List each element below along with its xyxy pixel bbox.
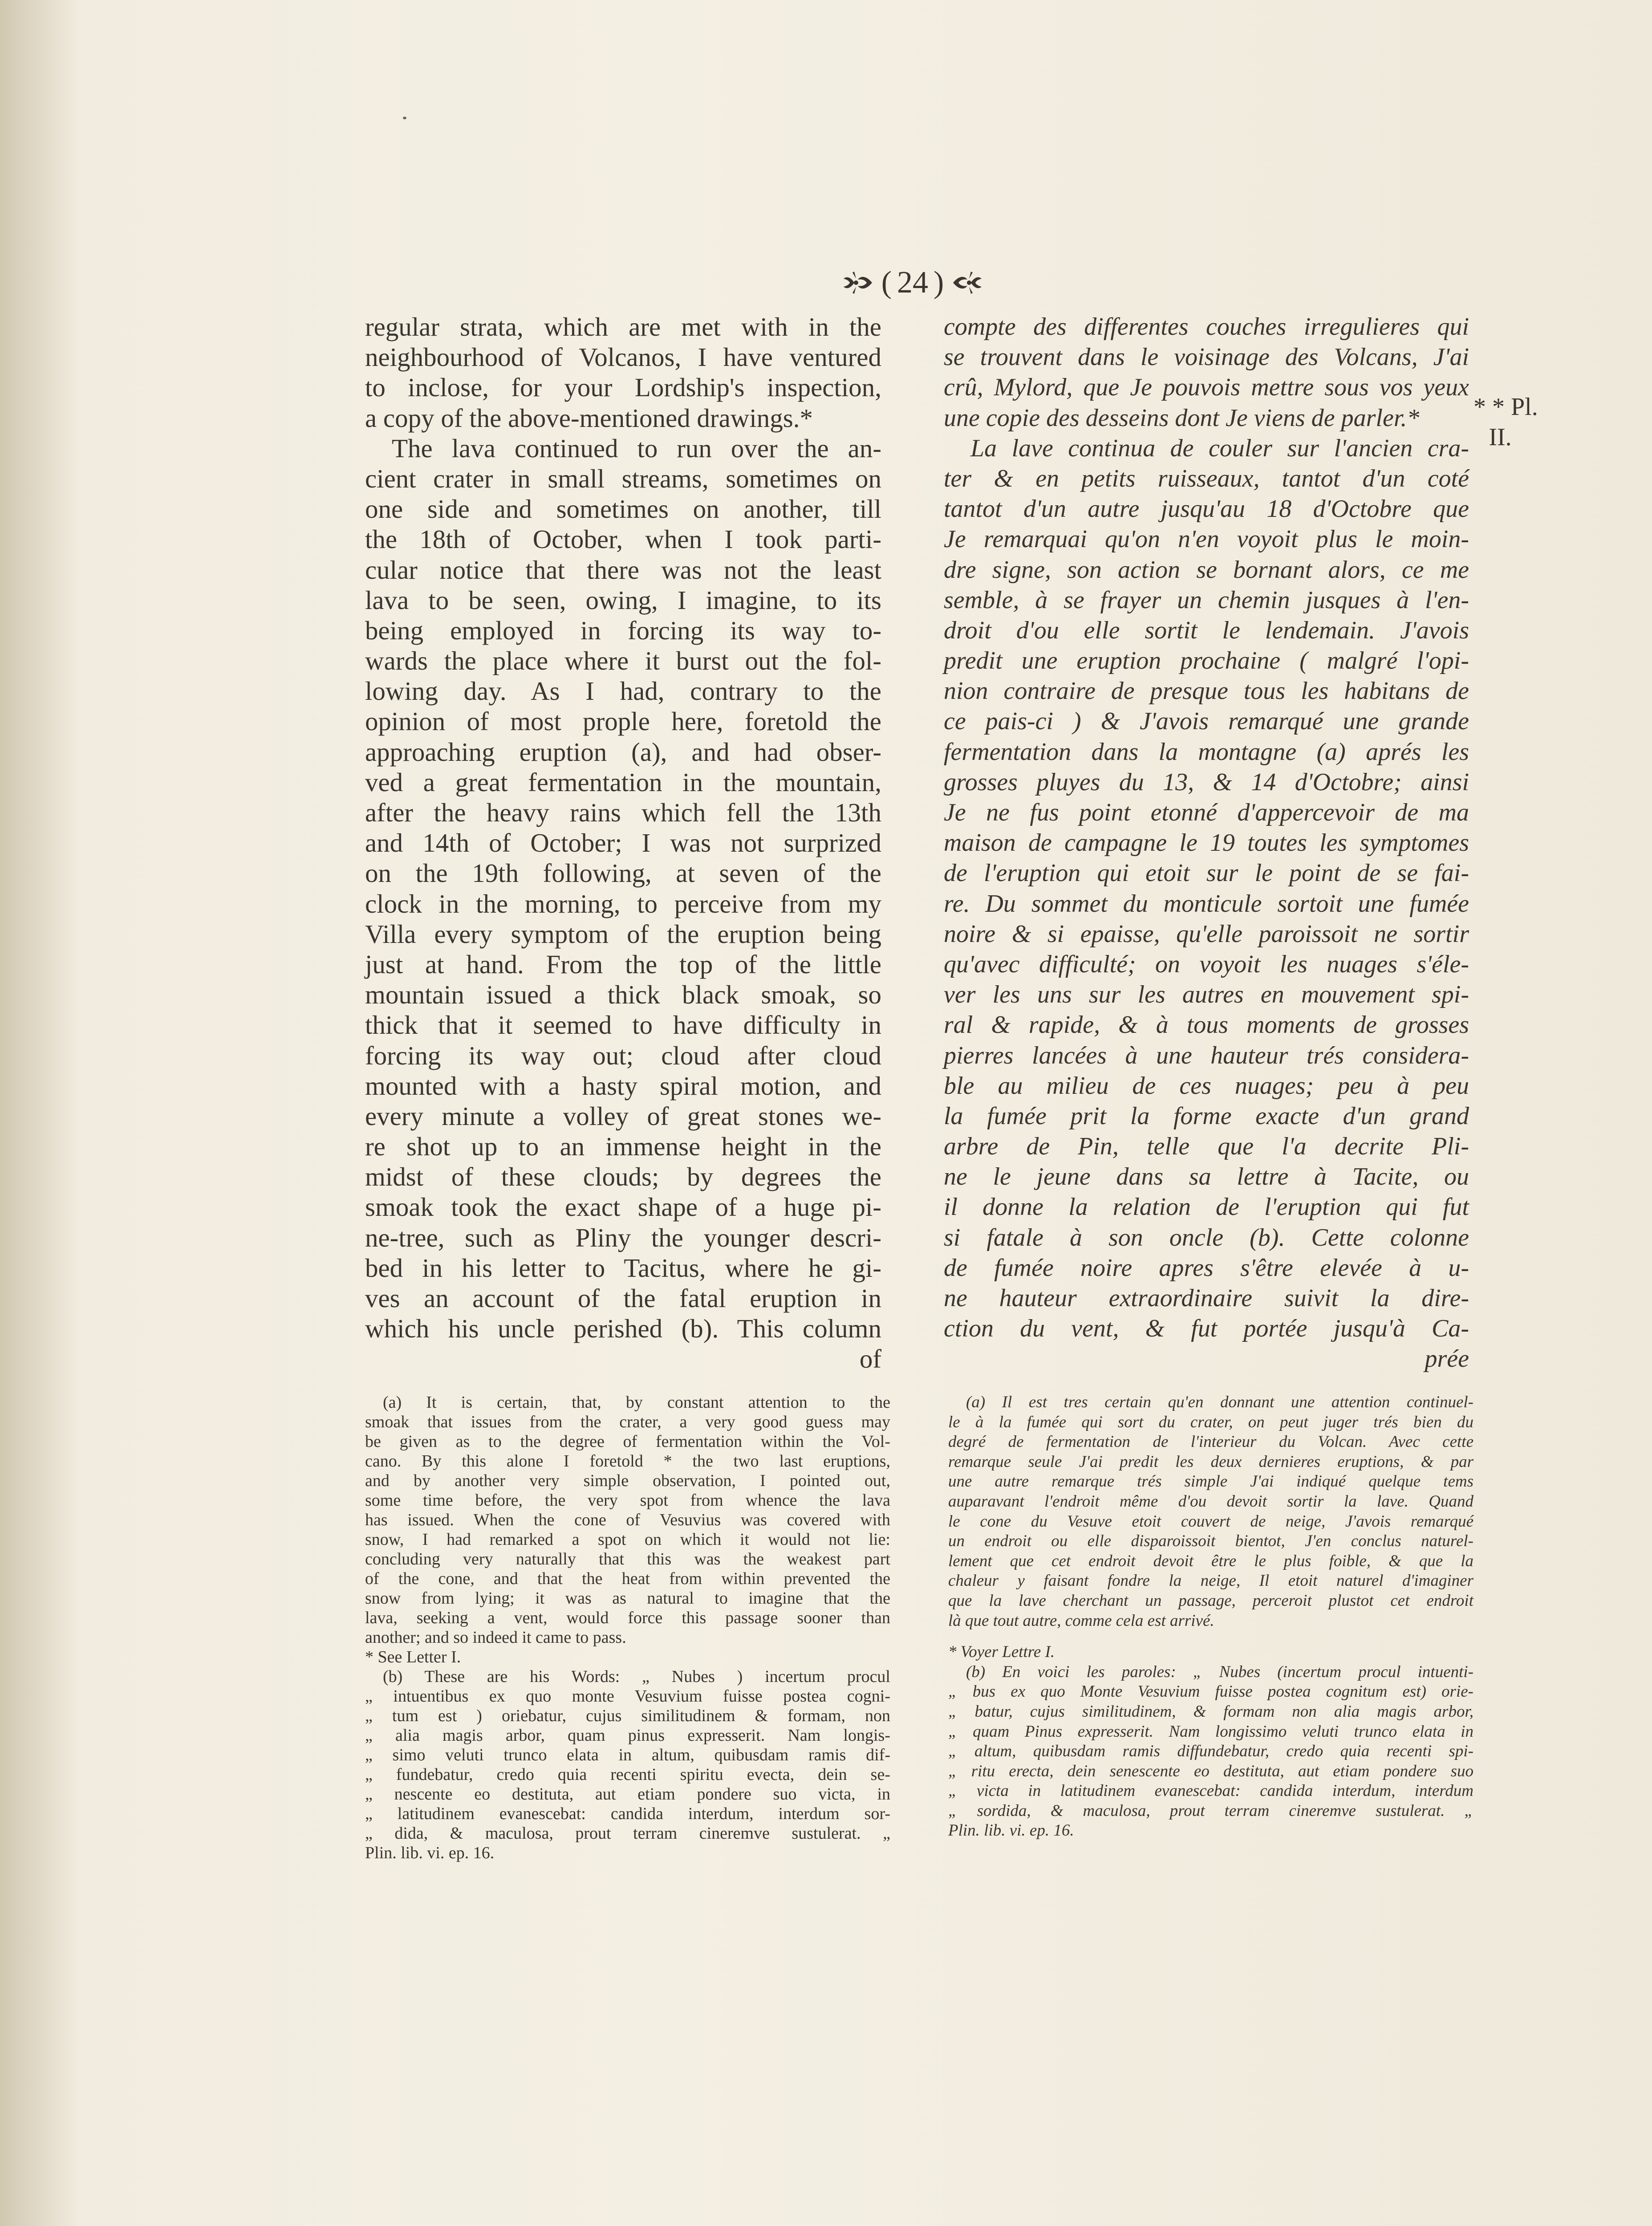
ink-speck: [403, 117, 406, 119]
french-line: predit une eruption prochaine ( malgré l'opi-: [944, 647, 1469, 675]
french-footnote-a-line: un endroit ou elle disparoissoit bientot, J'en conclus naturel-: [948, 1532, 1473, 1551]
french-footnote-b-line: „ batur, cujus similitudinem, & formam non alia magis arbor,: [948, 1702, 1473, 1721]
english-line: thick that it seemed to have difficulty in: [365, 1010, 881, 1040]
english-footnotes: [365, 1393, 890, 1863]
english-footnote-a-line: cano. By this alone I foretold * the two last eruptions,: [365, 1452, 890, 1470]
english-line: mountain issued a thick black smoak, so: [365, 980, 881, 1010]
french-line: pierres lancées à une hauteur trés considera-: [944, 1041, 1469, 1069]
french-footnote-a-line: une autre remarque trés simple J'ai indiqué quelque tems: [948, 1472, 1473, 1491]
french-footnote-b-line: „ sordida, & maculosa, prout terram cineremve sustulerat. „: [948, 1801, 1473, 1820]
english-line: one side and sometimes on another, till: [365, 494, 881, 524]
english-line: being employed in forcing its way to-: [365, 615, 881, 645]
english-footnote-a-line: lava, seeking a vent, would force this passage sooner than: [365, 1609, 890, 1627]
english-footnote-a-line: of the cone, and that the heat from within prevented the: [365, 1569, 890, 1588]
english-line: lowing day. As I had, contrary to the: [365, 676, 881, 706]
english-line: which his uncle perished (b). This column: [365, 1314, 881, 1344]
english-footnote-b-line: „ fundebatur, credo quia recenti spiritu evecta, dein se-: [365, 1765, 890, 1784]
french-footnote-b-line: (b) En voici les paroles: „ Nubes (incertum procul intuenti-: [966, 1662, 1473, 1681]
french-footnote-b-line: „ ritu erecta, dein senescente eo destituta, aut etiam pondere suo: [948, 1762, 1473, 1780]
french-footnote-a-line: que la lave cherchant un passage, perceroit plustot cet endroit: [948, 1591, 1473, 1610]
french-line: Je ne fus point etonné d'appercevoir de ma: [944, 799, 1469, 826]
english-footnote-a-line: and by another very simple observation, I pointed out,: [365, 1471, 890, 1490]
french-line: qu'avec difficulté; on voyoit les nuages s'éle-: [944, 950, 1469, 978]
plate-reference-line: * * Pl.: [1473, 393, 1538, 421]
french-line: de fumée noire apres s'être elevée à u-: [944, 1254, 1469, 1282]
english-footnote-a-line: snow, I had remarked a spot on which it would not lie:: [365, 1530, 890, 1549]
left-fleuron-icon: [841, 267, 877, 298]
english-line: smoak took the exact shape of a huge pi-: [365, 1192, 881, 1222]
french-line: ce pais-ci ) & J'avois remarqué une grande: [944, 707, 1469, 735]
french-line: maison de campagne le 19 toutes les symptomes: [944, 829, 1469, 857]
french-line: La lave continua de couler sur l'ancien cra-: [970, 434, 1469, 462]
french-line: Je remarquai qu'on n'en voyoit plus le moin-: [944, 525, 1469, 553]
french-line: dre signe, son action se bornant alors, ce me: [944, 556, 1469, 584]
english-footnote-a-line: concluding very naturally that this was the weakest part: [365, 1550, 890, 1568]
french-footnote-a-line: lement que cet endroit devoit être le plus foible, & que la: [948, 1552, 1473, 1570]
english-line: ne-tree, such as Pliny the younger descri-: [365, 1223, 881, 1252]
english-line: cient crater in small streams, sometimes on: [365, 463, 881, 493]
french-line: grosses pluyes du 13, & 14 d'Octobre; ainsi: [944, 768, 1469, 796]
french-footnote-b-line: „ victa in latitudinem evanescebat: candida interdum, interdum: [948, 1782, 1473, 1800]
english-line: on the 19th following, at seven of the: [365, 858, 881, 888]
french-line: re. Du sommet du monticule sortoit une fumée: [944, 890, 1469, 918]
french-line: crû, Mylord, que Je pouvois mettre sous vos yeux: [944, 374, 1469, 402]
french-footnote-a-line: auparavant l'endroit même d'ou devoit sortir la lave. Quand: [948, 1492, 1473, 1511]
french-footnote-b-line: „ altum, quibusdam ramis diffundebatur, credo quia recenti spi-: [948, 1742, 1473, 1761]
english-footnote-a-line: smoak that issues from the crater, a very good guess may: [365, 1413, 890, 1431]
french-line: si fatale à son oncle (b). Cette colonne: [944, 1223, 1469, 1251]
french-line: ne le jeune dans sa lettre à Tacite, ou: [944, 1163, 1469, 1191]
english-line: wards the place where it burst out the fol-: [365, 646, 881, 676]
english-line: after the heavy rains which fell the 13th: [365, 798, 881, 827]
page-number: 24: [897, 265, 928, 300]
english-text-column: [365, 312, 881, 1374]
english-footnote-b-line: (b) These are his Words: „ Nubes ) incertum procul: [383, 1667, 890, 1686]
english-see-letter: * See Letter I.: [365, 1648, 461, 1666]
english-line: the 18th of October, when I took parti-: [365, 524, 881, 554]
english-catchword: of: [859, 1344, 881, 1374]
french-footnote-a-line: remarque seule J'ai predit les deux dernieres eruptions, & par: [948, 1452, 1473, 1471]
english-line: The lava continued to run over the an-: [392, 433, 881, 463]
english-line: mounted with a hasty spiral motion, and: [365, 1071, 881, 1101]
french-line: ction du vent, & fut portée jusqu'à Ca-: [944, 1315, 1469, 1343]
page-header: ( 24 ): [832, 265, 993, 305]
french-footnote-b-citation: Plin. lib. vi. ep. 16.: [948, 1821, 1074, 1840]
french-line: de l'eruption qui etoit sur le point de se fai-: [944, 859, 1469, 887]
english-footnote-a-line: another; and so indeed it came to pass.: [365, 1628, 626, 1647]
french-line: nion contraire de presque tous les habitans de: [944, 677, 1469, 705]
french-line: ter & en petits ruisseaux, tantot d'un coté: [944, 464, 1469, 492]
english-line: forcing its way out; cloud after cloud: [365, 1040, 881, 1070]
english-footnote-a-line: be given as to the degree of fermentation within the Vol-: [365, 1432, 890, 1451]
french-line: ne hauteur extraordinaire suivit la dire-: [944, 1284, 1469, 1312]
english-footnote-b-line: „ intuentibus ex quo monte Vesuvium fuisse postea cogni-: [365, 1687, 890, 1706]
english-footnote-b-line: „ dida, & maculosa, prout terram cineremve sustulerat. „: [365, 1824, 890, 1843]
french-line: arbre de Pin, telle que l'a decrite Pli-: [944, 1133, 1469, 1161]
french-line: une copie des desseins dont Je viens de parler.*: [944, 404, 1420, 432]
english-line: every minute a volley of great stones we-: [365, 1101, 881, 1131]
english-line: clock in the morning, to perceive from my: [365, 889, 881, 918]
french-line: compte des differentes couches irregulieres qui: [944, 313, 1469, 341]
plate-reference-note: [1473, 392, 1538, 452]
english-line: ved a great fermentation in the mountain,: [365, 767, 881, 797]
french-catchword: prée: [1425, 1345, 1469, 1373]
french-footnote-a-line: là que tout autre, comme cela est arrivé.: [948, 1611, 1214, 1630]
english-line: cular notice that there was not the least: [365, 555, 881, 585]
english-line: re shot up to an immense height in the: [365, 1132, 881, 1162]
french-line: tantot d'un autre jusqu'au 18 d'Octobre que: [944, 495, 1469, 523]
french-line: droit d'ou elle sortit le lendemain. J'avois: [944, 616, 1469, 644]
english-line: midst of these clouds; by degrees the: [365, 1162, 881, 1192]
french-footnote-a-line: degré de fermentation de l'interieur du Volcan. Avec cette: [948, 1433, 1473, 1451]
english-footnote-b-line: „ tum est ) oriebatur, cujus similitudinem & formam, non: [365, 1706, 890, 1725]
english-footnote-b-line: „ simo veluti trunco elata in altum, quibusdam ramis dif-: [365, 1746, 890, 1764]
english-line: ves an account of the fatal eruption in: [365, 1284, 881, 1313]
english-footnote-a-line: snow from lying; it was as natural to imagine that the: [365, 1589, 890, 1608]
french-line: ral & rapide, & à tous moments de grosses: [944, 1011, 1469, 1039]
english-line: Villa every symptom of the eruption being: [365, 919, 881, 949]
english-footnote-a-line: (a) It is certain, that, by constant attention to the: [383, 1393, 890, 1412]
french-line: se trouvent dans le voisinage des Volcans, J'ai: [944, 343, 1469, 371]
english-line: opinion of most prople here, foretold the: [365, 707, 881, 736]
english-line: bed in his letter to Tacitus, where he gi-: [365, 1253, 881, 1283]
french-footnotes: [948, 1393, 1473, 1841]
plate-reference-line: II.: [1489, 423, 1512, 451]
english-line: lava to be seen, owing, I imagine, to its: [365, 585, 881, 615]
french-line: la fumée prit la forme exacte d'un grand: [944, 1102, 1469, 1130]
english-footnote-a-line: some time before, the very spot from whence the lava: [365, 1491, 890, 1510]
english-footnote-b-citation: Plin. lib. vi. ep. 16.: [365, 1844, 495, 1862]
english-footnote-b-line: „ nescente eo destituta, aut etiam pondere suo victa, in: [365, 1785, 890, 1804]
french-footnote-a-line: le à la fumée qui sort du crater, on peut juger trés bien du: [948, 1413, 1473, 1431]
english-line: and 14th of October; I was not surprized: [365, 828, 881, 858]
french-line: noire & si epaisse, qu'elle paroissoit ne sortir: [944, 920, 1469, 948]
french-footnote-b-line: „ bus ex quo Monte Vesuvium fuisse postea cognitum est) orie-: [948, 1682, 1473, 1701]
right-fleuron-icon: [949, 267, 984, 298]
french-line: semble, à se frayer un chemin jusques à l'en-: [944, 586, 1469, 614]
french-line: ver les uns sur les autres en mouvement spi-: [944, 981, 1469, 1009]
french-text-column: [944, 312, 1469, 1374]
english-line: a copy of the above-mentioned drawings.*: [365, 403, 813, 433]
english-line: approaching eruption (a), and had obser-: [365, 737, 881, 767]
french-line: il donne la relation de l'eruption qui fut: [944, 1193, 1469, 1221]
french-footnote-a-line: (a) Il est tres certain qu'en donnant une attention continuel-: [966, 1393, 1473, 1411]
french-line: ble au milieu de ces nuages; peu à peu: [944, 1072, 1469, 1100]
english-footnote-a-line: has issued. When the cone of Vesuvius was covered with: [365, 1511, 890, 1529]
french-see-letter: * Voyer Lettre I.: [948, 1643, 1055, 1661]
english-line: regular strata, which are met with in the: [365, 312, 881, 341]
english-footnote-b-line: „ alia magis arbor, quam pinus expresserit. Nam longis-: [365, 1726, 890, 1745]
english-line: neighbourhood of Volcanos, I have ventured: [365, 342, 881, 372]
english-line: to inclose, for your Lordship's inspection,: [365, 373, 881, 402]
english-line: just at hand. From the top of the little: [365, 949, 881, 979]
french-footnote-b-line: „ quam Pinus expresserit. Nam longissimo veluti trunco elata in: [948, 1722, 1473, 1741]
french-footnote-a-line: le cone du Vesuve etoit couvert de neige, J'avois remarqué: [948, 1512, 1473, 1531]
french-line: fermentation dans la montagne (a) aprés les: [944, 738, 1469, 766]
english-footnote-b-line: „ latitudinem evanescebat: candida interdum, interdum sor-: [365, 1804, 890, 1823]
french-footnote-a-line: chaleur y faisant fondre la neige, Il etoit naturel d'imaginer: [948, 1572, 1473, 1590]
